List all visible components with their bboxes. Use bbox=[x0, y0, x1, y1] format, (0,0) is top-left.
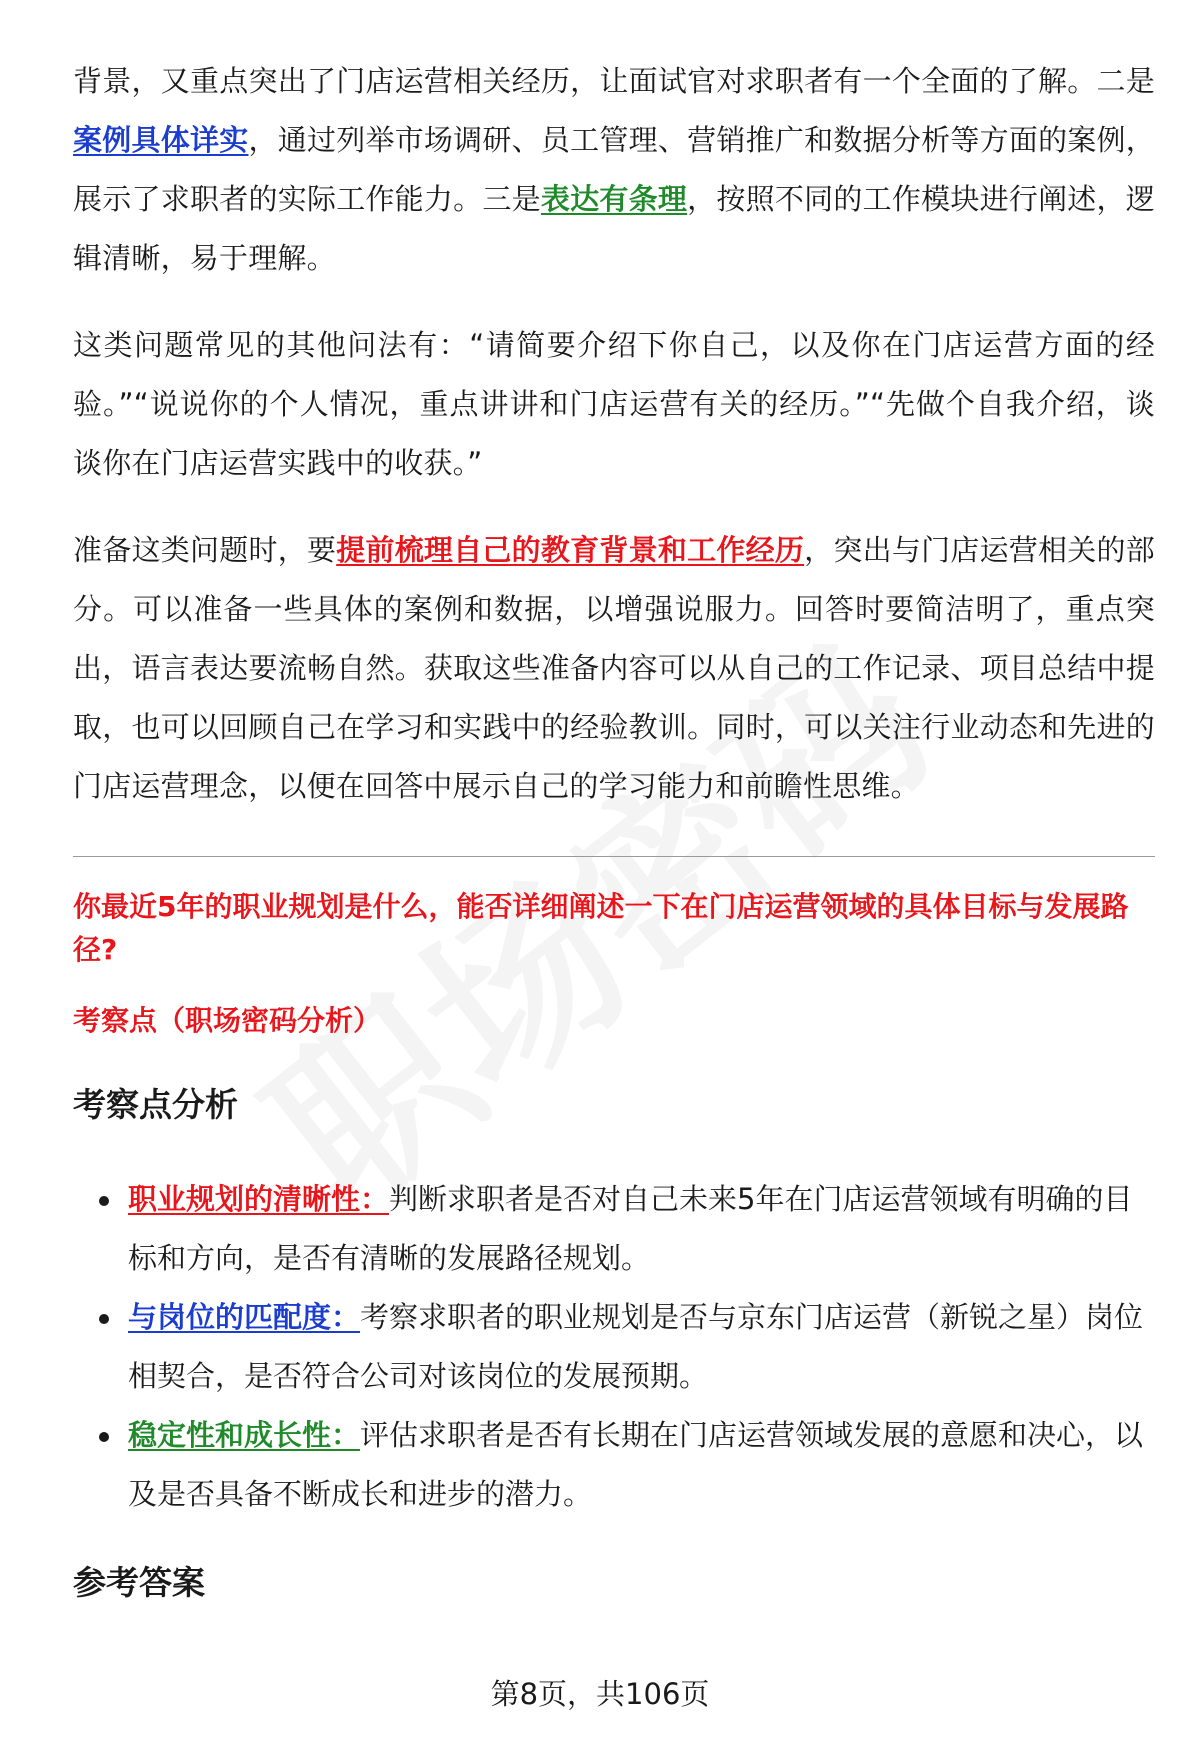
bullet-icon bbox=[99, 1196, 109, 1206]
assessment-point-label: 考察点（职场密码分析） bbox=[73, 1004, 382, 1037]
document-page bbox=[73, 52, 1155, 1608]
answer-heading: 参考答案 bbox=[73, 1563, 205, 1602]
text-segment: ，通过列举市场调研、员工管理、营销推广和数据分析等方面的案例，展示了求职者的实际工作能力。三是 bbox=[73, 123, 1155, 216]
text-segment: 准备这类问题时，要 bbox=[73, 533, 337, 567]
list-item bbox=[73, 1288, 1155, 1406]
bullet-icon bbox=[99, 1432, 109, 1442]
bullet-text: 考察求职者的职业规划是否与京东门店运营（新锐之星）岗位相契合，是否符合公司对该岗位的发展预期。 bbox=[128, 1300, 1144, 1393]
bullet-icon bbox=[99, 1314, 109, 1324]
bullet-text: 评估求职者是否有长期在门店运营领域发展的意愿和决心，以及是否具备不断成长和进步的潜力。 bbox=[128, 1418, 1144, 1511]
bullet-label: 稳定性和成长性： bbox=[128, 1418, 361, 1452]
analysis-heading: 考察点分析 bbox=[73, 1085, 238, 1124]
text-segment: ，按照不同的工作模块进行阐述，逻辑清晰，易于理解。 bbox=[73, 182, 1155, 275]
bullet-label: 职业规划的清晰性： bbox=[128, 1182, 390, 1216]
interview-question: 你最近5年的职业规划是什么，能否详细阐述一下在门店运营领域的具体目标与发展路径? bbox=[73, 890, 1129, 966]
highlight-detailed-cases: 案例具体详实 bbox=[73, 123, 249, 157]
page-number: 第8页，共106页 bbox=[490, 1677, 710, 1711]
bullet-label: 与岗位的匹配度： bbox=[128, 1300, 361, 1334]
text-segment: ，突出与门店运营相关的部分。可以准备一些具体的案例和数据，以增强说服力。回答时要简洁明了，重点突出，语言表达要流畅自然。获取这些准备内容可以从自己的工作记录、项目总结中提取，也可以回顾自己在学习和实践中的经验教训。同时，可以关注行业动态和先进的门店运营理念，以便在回答中展示自己的学习能力和前瞻性思维。 bbox=[73, 533, 1155, 803]
highlight-review-background: 提前梳理自己的教育背景和工作经历 bbox=[336, 533, 805, 567]
paragraph-summary bbox=[73, 52, 1155, 288]
text-segment: 背景，又重点突出了门店运营相关经历，让面试官对求职者有一个全面的了解。二是 bbox=[73, 64, 1155, 98]
paragraph-alternative-questions: 这类问题常见的其他问法有：“请简要介绍下你自己，以及你在门店运营方面的经验。”“说说你的个人情况，重点讲讲和门店运营有关的经历。”“先做个自我介绍，谈谈你在门店运营实践中的收获。” bbox=[73, 328, 1155, 480]
list-item bbox=[73, 1406, 1155, 1524]
bullet-text: 判断求职者是否对自己未来5年在门店运营领域有明确的目标和方向，是否有清晰的发展路径规划。 bbox=[128, 1182, 1133, 1275]
highlight-organized-expression: 表达有条理 bbox=[540, 182, 688, 216]
section-divider bbox=[73, 856, 1155, 857]
list-item bbox=[73, 1170, 1155, 1288]
paragraph-preparation bbox=[73, 521, 1155, 816]
analysis-list bbox=[73, 1170, 1155, 1524]
